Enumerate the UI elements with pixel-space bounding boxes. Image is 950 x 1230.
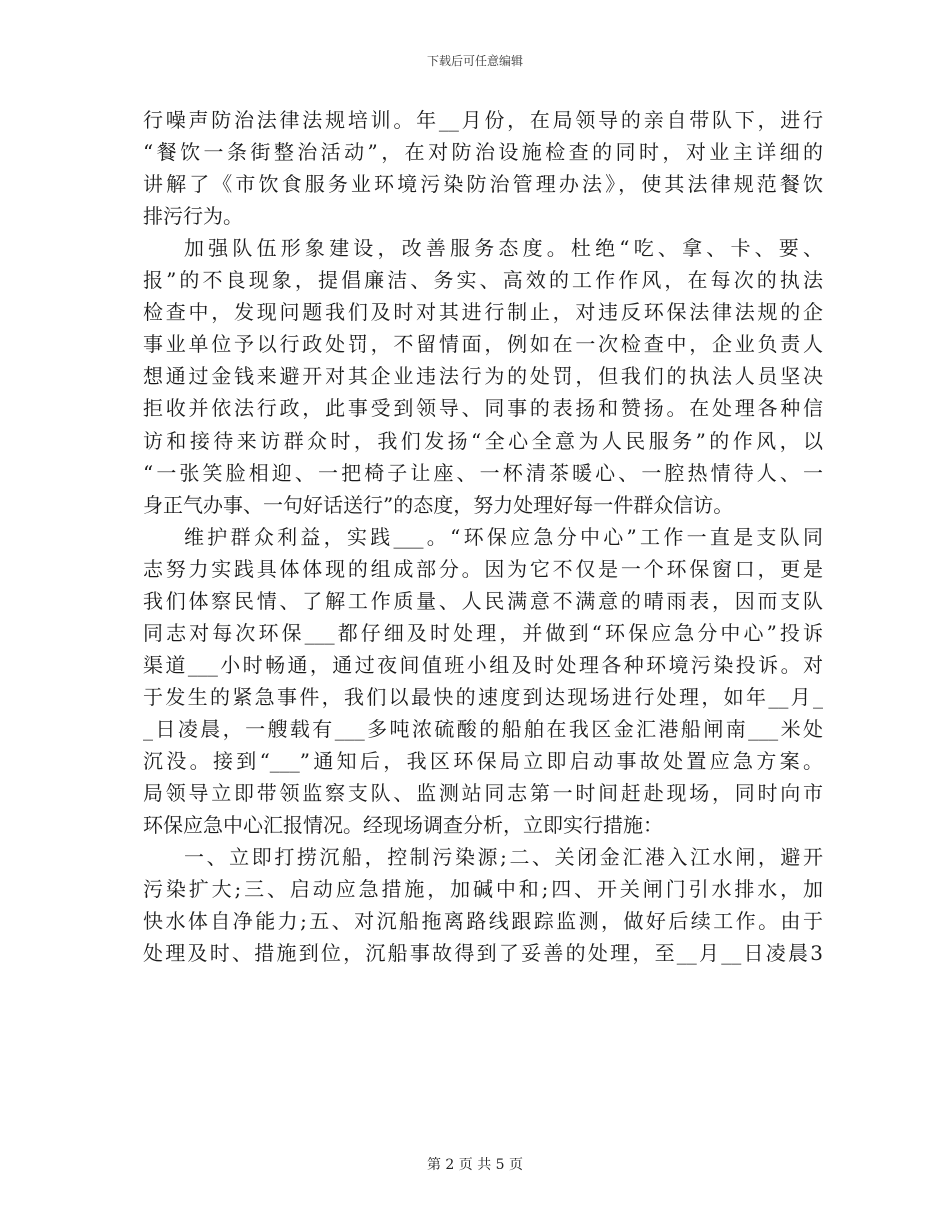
page-footer: 第 2 页 共 5 页 — [426, 1157, 524, 1173]
text-line: 同志对每次环保___都仔细及时处理，并做到“环保应急分中心”投诉 — [143, 620, 823, 645]
text-line: 局领导立即带领监察支队、监测站同志第一时间赶赴现场，同时向市 — [143, 781, 823, 805]
text-line: “一张笑脸相迎、一把椅子让座、一杯清茶暖心、一腔热情待人、一 — [143, 460, 823, 485]
text-line: 排污行为。 — [143, 204, 243, 229]
text-line: 行噪声防治法律法规培训。年__月份，在局领导的亲自带队下，进行 — [143, 108, 823, 132]
page-header: 下载后可任意编辑 — [426, 54, 523, 68]
text-line: 渠道___小时畅通，通过夜间值班小组及时处理各种环境污染投诉。对 — [143, 652, 823, 677]
text-line: 事业单位予以行政处罚，不留情面，例如在一次检查中，企业负责人 — [143, 332, 823, 357]
text-line: 身正气办事、一句好话送行”的态度，努力处理好每一件群众信访。 — [143, 492, 734, 517]
text-line: 快水体自净能力;五、对沉船拖离路线跟踪监测，做好后续工作。由于 — [143, 909, 823, 934]
text-line: 加强队伍形象建设，改善服务态度。杜绝“吃、拿、卡、要、 — [184, 236, 823, 261]
text-line: 想通过金钱来避开对其企业违法行为的处罚，但我们的执法人员坚决 — [143, 364, 823, 389]
text-line: 于发生的紧急事件，我们以最快的速度到达现场进行处理，如年__月_ — [143, 684, 823, 709]
text-line: 访和接待来访群众时，我们发扬“全心全意为人民服务”的作风，以 — [143, 428, 823, 453]
text-line: 讲解了《市饮食服务业环境污染防治管理办法》，使其法律规范餐饮 — [143, 172, 823, 197]
text-line: 污染扩大;三、启动应急措施，加碱中和;四、开关闸门引水排水，加 — [143, 877, 823, 902]
text-line: 报”的不良现象，提倡廉洁、务实、高效的工作作风，在每次的执法 — [143, 268, 823, 293]
text-line: “餐饮一条街整治活动”，在对防治设施检查的同时，对业主详细的 — [143, 140, 823, 164]
text-line: 沉没。接到“___”通知后，我区环保局立即启动事故处置应急方案。 — [143, 749, 823, 773]
text-line: 志努力实践具体体现的组成部分。因为它不仅是一个环保窗口，更是 — [143, 556, 823, 581]
text-line: 拒收并依法行政，此事受到领导、同事的表扬和赞扬。在处理各种信 — [143, 396, 823, 421]
text-line: 处理及时、措施到位，沉船事故得到了妥善的处理，至__月__日凌晨3 — [143, 941, 823, 966]
text-line: _日凌晨，一艘载有___多吨浓硫酸的船舶在我区金汇港船闸南___米处 — [143, 716, 823, 741]
text-line: 检查中，发现问题我们及时对其进行制止，对违反环保法律法规的企 — [143, 300, 823, 325]
text-line: 一、立即打捞沉船，控制污染源;二、关闭金汇港入江水闸，避开 — [184, 845, 823, 870]
text-line: 我们体察民情、了解工作质量、人民满意不满意的晴雨表，因而支队 — [143, 588, 823, 613]
text-line: 维护群众利益，实践___。“环保应急分中心”工作一直是支队同 — [184, 524, 823, 549]
text-line: 环保应急中心汇报情况。经现场调查分析，立即实行措施： — [143, 813, 663, 838]
